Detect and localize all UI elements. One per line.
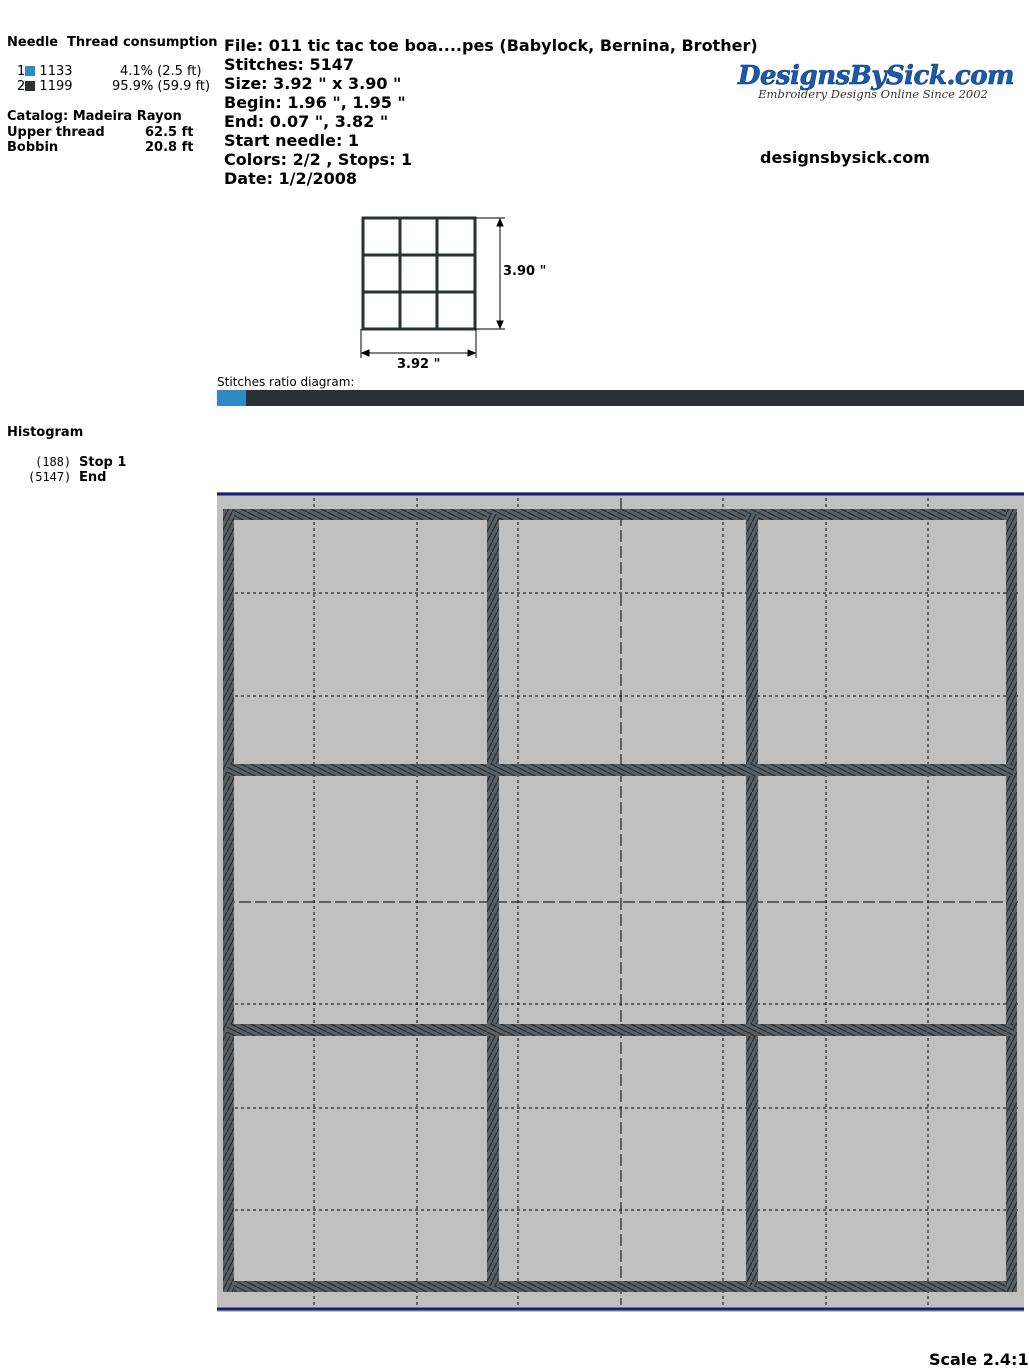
upper-thread-value: 62.5 ft xyxy=(145,125,194,140)
histogram-count: (188) xyxy=(35,455,72,469)
consumption-header: Thread consumption xyxy=(67,35,218,50)
catalog-label: Catalog: Madeira Rayon xyxy=(7,109,182,124)
thread-percent: 4.1% (2.5 ft) xyxy=(120,64,202,79)
thread-code: 1133 xyxy=(39,64,73,79)
design-thumbnail xyxy=(355,210,555,380)
design-canvas-graphic xyxy=(217,492,1024,1312)
needle-header: Needle xyxy=(7,35,59,50)
svg-text:DesignsBySick.com: DesignsBySick.com xyxy=(737,61,1015,91)
thread-number: 1 xyxy=(17,64,26,79)
histogram-title: Histogram xyxy=(7,425,84,440)
thread-percent: 95.9% (59.9 ft) xyxy=(112,79,211,94)
colors-stops: Colors: 2/2 , Stops: 1 xyxy=(224,150,413,169)
height-dimension-label: 3.90 " xyxy=(503,264,547,279)
end-position: End: 0.07 ", 3.82 " xyxy=(224,112,389,131)
begin-position: Begin: 1.96 ", 1.95 " xyxy=(224,93,406,112)
histogram-label: Stop 1 xyxy=(79,455,127,470)
stitch-count: Stitches: 5147 xyxy=(224,55,355,74)
svg-text:Embroidery Designs Online Sinc: Embroidery Designs Online Since 2002 xyxy=(758,87,988,101)
site-url: designsbysick.com xyxy=(760,148,930,167)
brand-logo xyxy=(737,58,1015,104)
thread-row xyxy=(17,79,73,94)
thread-swatch xyxy=(25,81,35,91)
brand-logo-image xyxy=(737,58,1015,104)
thread-number: 2 xyxy=(17,79,26,94)
thread-row xyxy=(17,64,73,79)
design-date: Date: 1/2/2008 xyxy=(224,169,358,188)
bobbin-label: Bobbin xyxy=(7,140,59,155)
thread-code: 1199 xyxy=(39,79,73,94)
start-needle: Start needle: 1 xyxy=(224,131,360,150)
histogram-label: End xyxy=(79,470,107,485)
design-canvas xyxy=(217,492,1024,1312)
file-name: File: 011 tic tac toe boa....pes (Babylock, Bernina, Brother) xyxy=(224,36,758,55)
ratio-label: Stitches ratio diagram: xyxy=(217,375,355,389)
thread-swatch xyxy=(25,66,35,76)
histogram-count: (5147) xyxy=(28,470,72,484)
file-info xyxy=(224,36,758,188)
bobbin-value: 20.8 ft xyxy=(145,140,194,155)
width-dimension-label: 3.92 " xyxy=(397,357,441,372)
ratio-segment-needle-2 xyxy=(246,390,1024,406)
design-size: Size: 3.92 " x 3.90 " xyxy=(224,74,402,93)
ratio-segment-needle-1 xyxy=(217,390,246,406)
scale-label: Scale 2.4:1 xyxy=(929,1350,1029,1369)
thumbnail-graphic xyxy=(355,210,555,380)
upper-thread-label: Upper thread xyxy=(7,125,105,140)
ratio-bar xyxy=(217,390,1024,406)
